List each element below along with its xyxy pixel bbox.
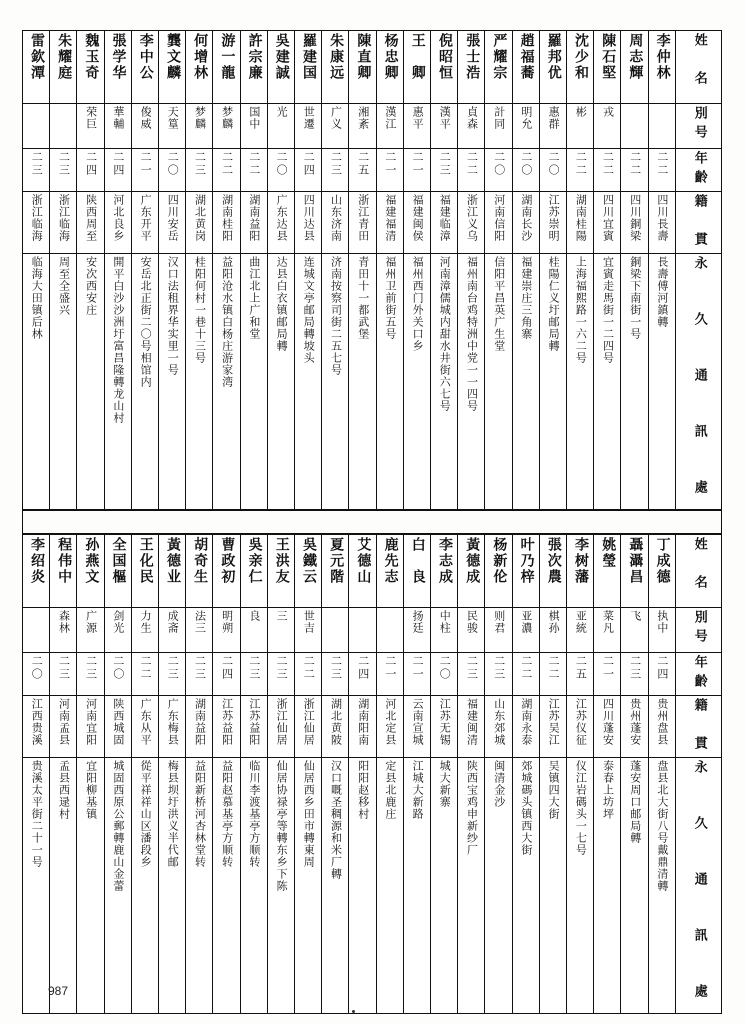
name-text: 魏玉奇 <box>83 33 100 81</box>
cell-origin: 浙江仙居 <box>295 696 322 758</box>
cell-age: 二一 <box>403 149 430 192</box>
cell-name: 李志成 <box>431 535 458 608</box>
cell-address: 梅县坝圩洪义半代邮 <box>159 758 186 1014</box>
cell-age: 二三 <box>50 653 77 696</box>
cell-age: 二二 <box>567 149 594 192</box>
cell-alias: 力生 <box>131 608 158 653</box>
cell-alias: 漢江 <box>376 104 403 149</box>
cell-name <box>50 31 77 104</box>
column-header-age: 年齡 <box>675 149 721 192</box>
cell-name: 鹿先志 <box>376 535 403 608</box>
cell-age: 二二 <box>240 149 267 192</box>
cell-alias: 广源 <box>77 608 104 653</box>
cell-address: 孟县西逯村 <box>50 758 77 1014</box>
cell-name: 聶灄昌 <box>621 535 648 608</box>
cell-age: 二四 <box>295 149 322 192</box>
cell-origin: 湖北黄岗 <box>186 192 213 254</box>
cell-origin: 四川銅梁 <box>621 192 648 254</box>
name-text: 趙福蕎 <box>518 33 535 81</box>
cell-origin: 广东达县 <box>267 192 294 254</box>
table-row <box>23 535 722 608</box>
cell-name: 杨新伦 <box>485 535 512 608</box>
name-text: 杨忠卿 <box>382 33 399 81</box>
name-text: 李仲林 <box>654 33 671 81</box>
cell-alias: 亚統 <box>567 608 594 653</box>
block-spacer <box>22 510 722 534</box>
cell-age: 二〇 <box>431 653 458 696</box>
column-header-alias: 別号 <box>675 104 721 149</box>
cell-age: 二二 <box>648 149 675 192</box>
cell-alias: 光 <box>267 104 294 149</box>
cell-origin: 福建福清 <box>376 192 403 254</box>
cell-address: 桂陽仁义圩邮局轉 <box>539 254 566 510</box>
column-header-name <box>675 31 721 104</box>
cell-alias: 貞森 <box>458 104 485 149</box>
cell-name: 黃德业 <box>159 535 186 608</box>
name-text: 羅建国 <box>300 33 317 81</box>
cell-address: 仪江岩碼头一七号 <box>567 758 594 1014</box>
cell-alias: 俊威 <box>131 104 158 149</box>
cell-age: 二一 <box>131 149 158 192</box>
cell-age: 二一 <box>403 653 430 696</box>
cell-alias <box>23 608 50 653</box>
name-text: 吳建誠 <box>273 33 290 81</box>
cell-alias: 漢平 <box>431 104 458 149</box>
cell-age: 二一 <box>376 149 403 192</box>
cell-origin: 浙江仙居 <box>267 696 294 758</box>
cell-alias: 明允 <box>512 104 539 149</box>
cell-name: 吳亲仁 <box>240 535 267 608</box>
cell-address: 益阳赵慕基亭方顺转 <box>213 758 240 1014</box>
name-text: 張士浩 <box>464 33 481 81</box>
cell-alias <box>376 608 403 653</box>
cell-alias: 扬廷 <box>403 608 430 653</box>
cell-address: 開平白沙沙洲圩富昌隆轉龙山村 <box>104 254 131 510</box>
cell-origin: 四川長壽 <box>648 192 675 254</box>
cell-address: 陕西宝鸡申新纱厂 <box>458 758 485 1014</box>
cell-address: 仙居协禄亭等轉东乡下陈 <box>267 758 294 1014</box>
cell-address: 曲江北上广和堂 <box>240 254 267 510</box>
roster-table-bottom <box>22 534 722 1014</box>
cell-alias: 成斋 <box>159 608 186 653</box>
cell-alias: 荣巨 <box>77 104 104 149</box>
cell-name <box>23 31 50 104</box>
cell-address: 益阳新桥河杏林堂转 <box>186 758 213 1014</box>
cell-name: 叶乃梓 <box>512 535 539 608</box>
cell-alias: 梦麟 <box>213 104 240 149</box>
cell-origin: 湖南益阳 <box>186 696 213 758</box>
cell-origin: 陕西周至 <box>77 192 104 254</box>
cell-name: 曹政初 <box>213 535 240 608</box>
cell-name <box>376 31 403 104</box>
cell-alias: 世吉 <box>295 608 322 653</box>
cell-address: 阳阳赵移村 <box>349 758 376 1014</box>
cell-address: 從平祥祥山区潘段乡 <box>131 758 158 1014</box>
cell-address: 临川李渡基亭方顺转 <box>240 758 267 1014</box>
column-header-age: 年齡 <box>675 653 721 696</box>
cell-address: 安岳北正街二〇号相馆内 <box>131 254 158 510</box>
cell-alias: 棋孙 <box>539 608 566 653</box>
cell-alias: 華輔 <box>104 104 131 149</box>
name-text: 严耀宗 <box>491 33 508 81</box>
cell-origin: 山东济南 <box>322 192 349 254</box>
cell-origin: 江苏吴江 <box>539 696 566 758</box>
name-text: 何增林 <box>192 33 209 81</box>
cell-origin: 广东梅县 <box>159 696 186 758</box>
roster-tables <box>22 30 722 1014</box>
cell-alias: 飞 <box>621 608 648 653</box>
table-row <box>23 653 722 696</box>
cell-origin: 河南宜阳 <box>77 696 104 758</box>
cell-alias <box>621 104 648 149</box>
cell-age: 二三 <box>458 653 485 696</box>
cell-name: 全国樞 <box>104 535 131 608</box>
cell-address: 定县北鹿庄 <box>376 758 403 1014</box>
cell-name <box>186 31 213 104</box>
page-number: 987 <box>48 984 69 998</box>
cell-address: 福州卫前街五号 <box>376 254 403 510</box>
cell-name <box>322 31 349 104</box>
cell-age: 二四 <box>104 149 131 192</box>
cell-address: 蓬安周口邮局轉 <box>621 758 648 1014</box>
cell-alias: 湘紊 <box>349 104 376 149</box>
cell-age: 二一 <box>594 653 621 696</box>
cell-name: 胡奇生 <box>186 535 213 608</box>
cell-name <box>403 31 430 104</box>
cell-alias <box>322 608 349 653</box>
cell-origin: 山东郊城 <box>485 696 512 758</box>
cell-age: 二〇 <box>104 653 131 696</box>
cell-alias: 森林 <box>50 608 77 653</box>
cell-name <box>267 31 294 104</box>
cell-alias: 法三 <box>186 608 213 653</box>
cell-origin: 贵州蓬安 <box>621 696 648 758</box>
cell-age: 二三 <box>159 653 186 696</box>
cell-name <box>131 31 158 104</box>
cell-address: 安次西安庄 <box>77 254 104 510</box>
cell-age: 二二 <box>539 653 566 696</box>
table-row <box>23 149 722 192</box>
cell-age: 二二 <box>621 149 648 192</box>
cell-origin: 广东开平 <box>131 192 158 254</box>
cell-alias <box>50 104 77 149</box>
column-header-alias: 別号 <box>675 608 721 653</box>
cell-alias: 中柱 <box>431 608 458 653</box>
cell-alias <box>23 104 50 149</box>
cell-origin: 湖南长沙 <box>512 192 539 254</box>
cell-age: 二三 <box>621 653 648 696</box>
cell-address: 临海大田镇后林 <box>23 254 50 510</box>
cell-alias: 計同 <box>485 104 512 149</box>
cell-address: 城固西原公郵轉鹿山金蕾 <box>104 758 131 1014</box>
column-header-name: 姓 名 <box>675 535 721 608</box>
cell-name: 張次農 <box>539 535 566 608</box>
cell-name <box>458 31 485 104</box>
cell-address: 济南按察司街二五七号 <box>322 254 349 510</box>
cell-name: 艾德山 <box>349 535 376 608</box>
cell-age: 二〇 <box>267 149 294 192</box>
name-text: 李中公 <box>137 33 154 81</box>
cell-age: 二三 <box>322 149 349 192</box>
cell-address: 福州南台鸡特洲中党一一四号 <box>458 254 485 510</box>
cell-origin: 广东从平 <box>131 696 158 758</box>
cell-age: 二三 <box>267 653 294 696</box>
cell-origin: 湖南桂陽 <box>567 192 594 254</box>
cell-address: 郊城碼头镇西大街 <box>512 758 539 1014</box>
cell-age: 二〇 <box>23 653 50 696</box>
cell-origin: 江苏益阳 <box>240 696 267 758</box>
cell-age: 二二 <box>131 653 158 696</box>
cell-address: 泰春上坊坪 <box>594 758 621 1014</box>
cell-name: 李树藩 <box>567 535 594 608</box>
cell-origin: 贵州盘县 <box>648 696 675 758</box>
cell-alias: 三 <box>267 608 294 653</box>
cell-address: 汉口嘅圣稠源和米厂轉 <box>322 758 349 1014</box>
cell-alias: 天篁 <box>159 104 186 149</box>
name-text: 朱耀庭 <box>56 33 73 81</box>
cell-name: 王化民 <box>131 535 158 608</box>
cell-name: 王洪友 <box>267 535 294 608</box>
column-header-address: 永 久 通 訊 處 <box>675 254 721 510</box>
cell-origin: 江苏无锡 <box>431 696 458 758</box>
cell-address: 汉口法租界华实里一号 <box>159 254 186 510</box>
cell-origin: 河北良乡 <box>104 192 131 254</box>
cell-age: 二三 <box>23 149 50 192</box>
cell-origin: 浙江临海 <box>23 192 50 254</box>
cell-name: 李绍炎 <box>23 535 50 608</box>
cell-address: 闽清金沙 <box>485 758 512 1014</box>
cell-origin: 陕西城固 <box>104 696 131 758</box>
header-text: 姓 名 <box>691 33 707 90</box>
cell-age: 二三 <box>322 653 349 696</box>
cell-name <box>349 31 376 104</box>
cell-origin: 福建闽清 <box>458 696 485 758</box>
cell-age: 二〇 <box>159 149 186 192</box>
cell-name <box>485 31 512 104</box>
cell-name <box>594 31 621 104</box>
table-row <box>23 31 722 104</box>
table-row <box>23 192 722 254</box>
cell-address: 青田十一都武堡 <box>349 254 376 510</box>
name-text: 游一龍 <box>219 33 236 81</box>
cell-age: 二三 <box>77 653 104 696</box>
cell-name: 孙燕文 <box>77 535 104 608</box>
cell-age: 二〇 <box>512 149 539 192</box>
cell-name <box>104 31 131 104</box>
name-text: 王 卿 <box>409 33 426 81</box>
cell-address: 信阳平昌英广生堂 <box>485 254 512 510</box>
cell-age: 二二 <box>458 149 485 192</box>
cell-name <box>431 31 458 104</box>
cell-origin: 湖南阳南 <box>349 696 376 758</box>
table-row <box>23 758 722 1014</box>
cell-age: 二四 <box>213 653 240 696</box>
cell-address: 宜賓走馬街一二四号 <box>594 254 621 510</box>
cell-origin: 福建闽侯 <box>403 192 430 254</box>
table-row <box>23 696 722 758</box>
cell-origin: 湖南桂阳 <box>213 192 240 254</box>
cell-address: 达县白衣镇邮局轉 <box>267 254 294 510</box>
name-text: 雷欽潭 <box>28 33 45 81</box>
cell-origin: 四川蓬安 <box>594 696 621 758</box>
cell-alias: 惠群 <box>539 104 566 149</box>
name-text: 陳直卿 <box>355 33 372 81</box>
cell-age: 二二 <box>512 653 539 696</box>
cell-age: 二三 <box>186 149 213 192</box>
cell-age: 二三 <box>50 149 77 192</box>
cell-name: 姚瑩 <box>594 535 621 608</box>
table-row <box>23 608 722 653</box>
cell-alias: 剑光 <box>104 608 131 653</box>
cell-age: 二三 <box>431 149 458 192</box>
cell-alias: 菜凡 <box>594 608 621 653</box>
cell-address: 長壽傅河鎮轉 <box>648 254 675 510</box>
name-text: 羅邦优 <box>545 33 562 81</box>
cell-origin: 湖南永泰 <box>512 696 539 758</box>
cell-origin: 江西贵溪 <box>23 696 50 758</box>
name-text: 倪昭恒 <box>436 33 453 81</box>
cell-alias <box>648 104 675 149</box>
cell-age: 二五 <box>349 149 376 192</box>
name-text: 周志輝 <box>627 33 644 81</box>
cell-address: 福州西门外关口乡 <box>403 254 430 510</box>
cell-alias: 惠平 <box>403 104 430 149</box>
cell-origin: 江苏崇明 <box>539 192 566 254</box>
cell-origin: 河南信阳 <box>485 192 512 254</box>
cell-alias: 戎 <box>594 104 621 149</box>
cell-origin: 河南孟县 <box>50 696 77 758</box>
cell-address: 城大新寨 <box>431 758 458 1014</box>
cell-address: 益阳沧水镇白杨庄游家湾 <box>213 254 240 510</box>
cell-name: 夏元階 <box>322 535 349 608</box>
cell-alias: 彬 <box>567 104 594 149</box>
cell-name <box>77 31 104 104</box>
cell-name <box>621 31 648 104</box>
column-header-origin: 籍 貫 <box>675 696 721 758</box>
cell-origin: 湖南益阳 <box>240 192 267 254</box>
name-text: 龔文麟 <box>164 33 181 81</box>
cell-name: 丁成德 <box>648 535 675 608</box>
cell-name <box>240 31 267 104</box>
cell-alias: 则君 <box>485 608 512 653</box>
cell-alias: 国中 <box>240 104 267 149</box>
name-text: 朱康远 <box>328 33 345 81</box>
cell-origin: 浙江义乌 <box>458 192 485 254</box>
column-header-origin: 籍 貫 <box>675 192 721 254</box>
cell-age: 二三 <box>485 653 512 696</box>
cell-origin: 福建临漳 <box>431 192 458 254</box>
column-header-address: 永 久 通 訊 處 <box>675 758 721 1014</box>
cell-name: 吳鐵云 <box>295 535 322 608</box>
cell-age: 二一 <box>376 653 403 696</box>
cell-address: 上海福熙路一六二号 <box>567 254 594 510</box>
table-row <box>23 104 722 149</box>
cell-alias: 广义 <box>322 104 349 149</box>
cell-age: 二四 <box>349 653 376 696</box>
cell-age: 二四 <box>77 149 104 192</box>
cell-age: 二四 <box>648 653 675 696</box>
cell-age: 二〇 <box>485 149 512 192</box>
cell-name: 白 良 <box>403 535 430 608</box>
cell-address: 仙居西乡田市轉東周 <box>295 758 322 1014</box>
print-mark <box>352 1010 355 1013</box>
cell-name <box>295 31 322 104</box>
cell-address: 贵溪太平街二十一号 <box>23 758 50 1014</box>
cell-alias <box>349 608 376 653</box>
cell-alias: 亚濃 <box>512 608 539 653</box>
name-text: 陳石堅 <box>600 33 617 81</box>
cell-alias: 执中 <box>648 608 675 653</box>
roster-table-top <box>22 30 722 510</box>
cell-address: 连城文亭邮局轉坡头 <box>295 254 322 510</box>
cell-name <box>213 31 240 104</box>
cell-alias: 民骏 <box>458 608 485 653</box>
cell-alias: 良 <box>240 608 267 653</box>
name-text: 沈少和 <box>573 33 589 81</box>
cell-alias: 世遷 <box>295 104 322 149</box>
cell-address: 宜阳柳基镇 <box>77 758 104 1014</box>
cell-origin: 云南宣城 <box>403 696 430 758</box>
cell-name <box>539 31 566 104</box>
cell-address: 盘县北大街八号戴鼎清轉 <box>648 758 675 1014</box>
name-text: 張学华 <box>110 33 127 81</box>
cell-alias: 梦麟 <box>186 104 213 149</box>
cell-age: 二三 <box>186 653 213 696</box>
cell-origin: 江苏仪征 <box>567 696 594 758</box>
cell-name <box>159 31 186 104</box>
cell-origin: 四川安岳 <box>159 192 186 254</box>
cell-age: 二〇 <box>539 149 566 192</box>
cell-alias: 明朔 <box>213 608 240 653</box>
cell-address: 周至全盛兴 <box>50 254 77 510</box>
table-row <box>23 254 722 510</box>
cell-name: 程伟中 <box>50 535 77 608</box>
name-text: 許宗廉 <box>246 33 263 81</box>
cell-address: 江城大新路 <box>403 758 430 1014</box>
cell-age: 二五 <box>567 653 594 696</box>
cell-name: 黃德成 <box>458 535 485 608</box>
cell-address: 河南漳儒城内甜水井街六七号 <box>431 254 458 510</box>
cell-origin: 浙江临海 <box>50 192 77 254</box>
cell-origin: 湖北黄陂 <box>322 696 349 758</box>
cell-origin: 四川宜賓 <box>594 192 621 254</box>
cell-address: 桂阳何村一巷十三号 <box>186 254 213 510</box>
cell-address: 銅梁下南街一号 <box>621 254 648 510</box>
cell-age: 二二 <box>295 653 322 696</box>
cell-name <box>512 31 539 104</box>
cell-name <box>648 31 675 104</box>
cell-origin: 江苏益阳 <box>213 696 240 758</box>
cell-origin: 四川达县 <box>295 192 322 254</box>
cell-name <box>567 31 594 104</box>
cell-address: 福建崇庄三角寨 <box>512 254 539 510</box>
cell-age: 二三 <box>240 653 267 696</box>
cell-age: 二二 <box>213 149 240 192</box>
cell-origin: 浙江青田 <box>349 192 376 254</box>
cell-age: 二二 <box>594 149 621 192</box>
cell-origin: 河北定县 <box>376 696 403 758</box>
cell-address: 吴镇四大街 <box>539 758 566 1014</box>
